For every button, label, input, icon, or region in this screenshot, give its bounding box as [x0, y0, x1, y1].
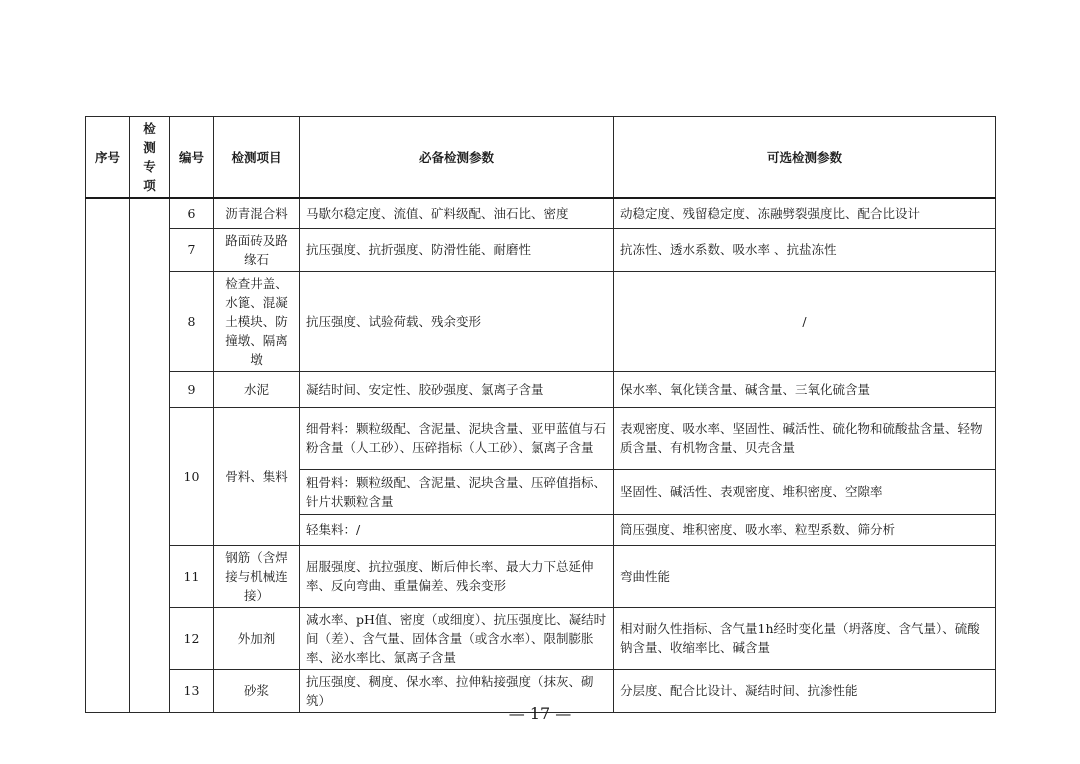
row-required: 抗压强度、抗折强度、防滑性能、耐磨性 — [300, 228, 614, 271]
row-required: 马歇尔稳定度、流值、矿料级配、油石比、密度 — [300, 198, 614, 228]
row-item: 骨料、集料 — [214, 407, 300, 545]
row-optional: 弯曲性能 — [614, 545, 996, 607]
row-optional: 表观密度、吸水率、坚固性、碱活性、硫化物和硫酸盐含量、轻物质含量、有机物含量、贝壳含量 — [614, 407, 996, 469]
header-required: 必备检测参数 — [300, 117, 614, 199]
row-optional: 相对耐久性指标、含气量1h经时变化量（坍落度、含气量）、硫酸钠含量、收缩率比、碱含量 — [614, 607, 996, 669]
header-seq: 序号 — [86, 117, 130, 199]
page-number: — 17 — — [508, 704, 572, 723]
row-no: 13 — [170, 669, 214, 712]
table-header-row — [86, 117, 996, 199]
row-required: 轻集料：/ — [300, 514, 614, 545]
table-row — [86, 545, 996, 607]
row-required: 粗骨料：颗粒级配、含泥量、泥块含量、压碎值指标、针片状颗粒含量 — [300, 469, 614, 514]
table-row — [86, 271, 996, 371]
row-no: 12 — [170, 607, 214, 669]
row-item: 砂浆 — [214, 669, 300, 712]
row-optional: 抗冻性、透水系数、吸水率 、抗盐冻性 — [614, 228, 996, 271]
row-optional: 保水率、氧化镁含量、碱含量、三氧化硫含量 — [614, 371, 996, 407]
row-required: 减水率、pH值、密度（或细度）、抗压强度比、凝结时间（差）、含气量、固体含量（或含水率）、限制膨胀率、泌水率比、氯离子含量 — [300, 607, 614, 669]
table-row — [86, 228, 996, 271]
table-row — [86, 407, 996, 469]
row-optional: 坚固性、碱活性、表观密度、堆积密度、空隙率 — [614, 469, 996, 514]
header-no: 编号 — [170, 117, 214, 199]
row-optional: 分层度、配合比设计、凝结时间、抗渗性能 — [614, 669, 996, 712]
row-required: 凝结时间、安定性、胶砂强度、氯离子含量 — [300, 371, 614, 407]
row-required: 屈服强度、抗拉强度、断后伸长率、最大力下总延伸率、反向弯曲、重量偏差、残余变形 — [300, 545, 614, 607]
detection-parameters-table — [85, 116, 996, 713]
seq-cell — [86, 198, 130, 712]
row-required: 抗压强度、稠度、保水率、拉伸粘接强度（抹灰、砌筑） — [300, 669, 614, 712]
row-item: 外加剂 — [214, 607, 300, 669]
header-optional: 可选检测参数 — [614, 117, 996, 199]
row-no: 11 — [170, 545, 214, 607]
row-required: 细骨料：颗粒级配、含泥量、泥块含量、亚甲蓝值与石粉含量（人工砂）、压碎指标（人工砂）、氯离子含量 — [300, 407, 614, 469]
row-item: 路面砖及路缘石 — [214, 228, 300, 271]
header-item: 检测项目 — [214, 117, 300, 199]
table-row — [86, 607, 996, 669]
category-cell — [130, 198, 170, 712]
row-optional: 筒压强度、堆积密度、吸水率、粒型系数、筛分析 — [614, 514, 996, 545]
row-no: 7 — [170, 228, 214, 271]
table-row — [86, 198, 996, 228]
row-no: 8 — [170, 271, 214, 371]
row-optional: 动稳定度、残留稳定度、冻融劈裂强度比、配合比设计 — [614, 198, 996, 228]
row-no: 9 — [170, 371, 214, 407]
header-category: 检测专项 — [130, 117, 170, 199]
row-item: 检查井盖、水篦、混凝土模块、防撞墩、隔离墩 — [214, 271, 300, 371]
row-item: 钢筋（含焊接与机械连接） — [214, 545, 300, 607]
row-no: 6 — [170, 198, 214, 228]
table-row — [86, 371, 996, 407]
row-item: 沥青混合料 — [214, 198, 300, 228]
row-no: 10 — [170, 407, 214, 545]
row-item: 水泥 — [214, 371, 300, 407]
row-optional: / — [614, 271, 996, 371]
row-required: 抗压强度、试验荷载、残余变形 — [300, 271, 614, 371]
